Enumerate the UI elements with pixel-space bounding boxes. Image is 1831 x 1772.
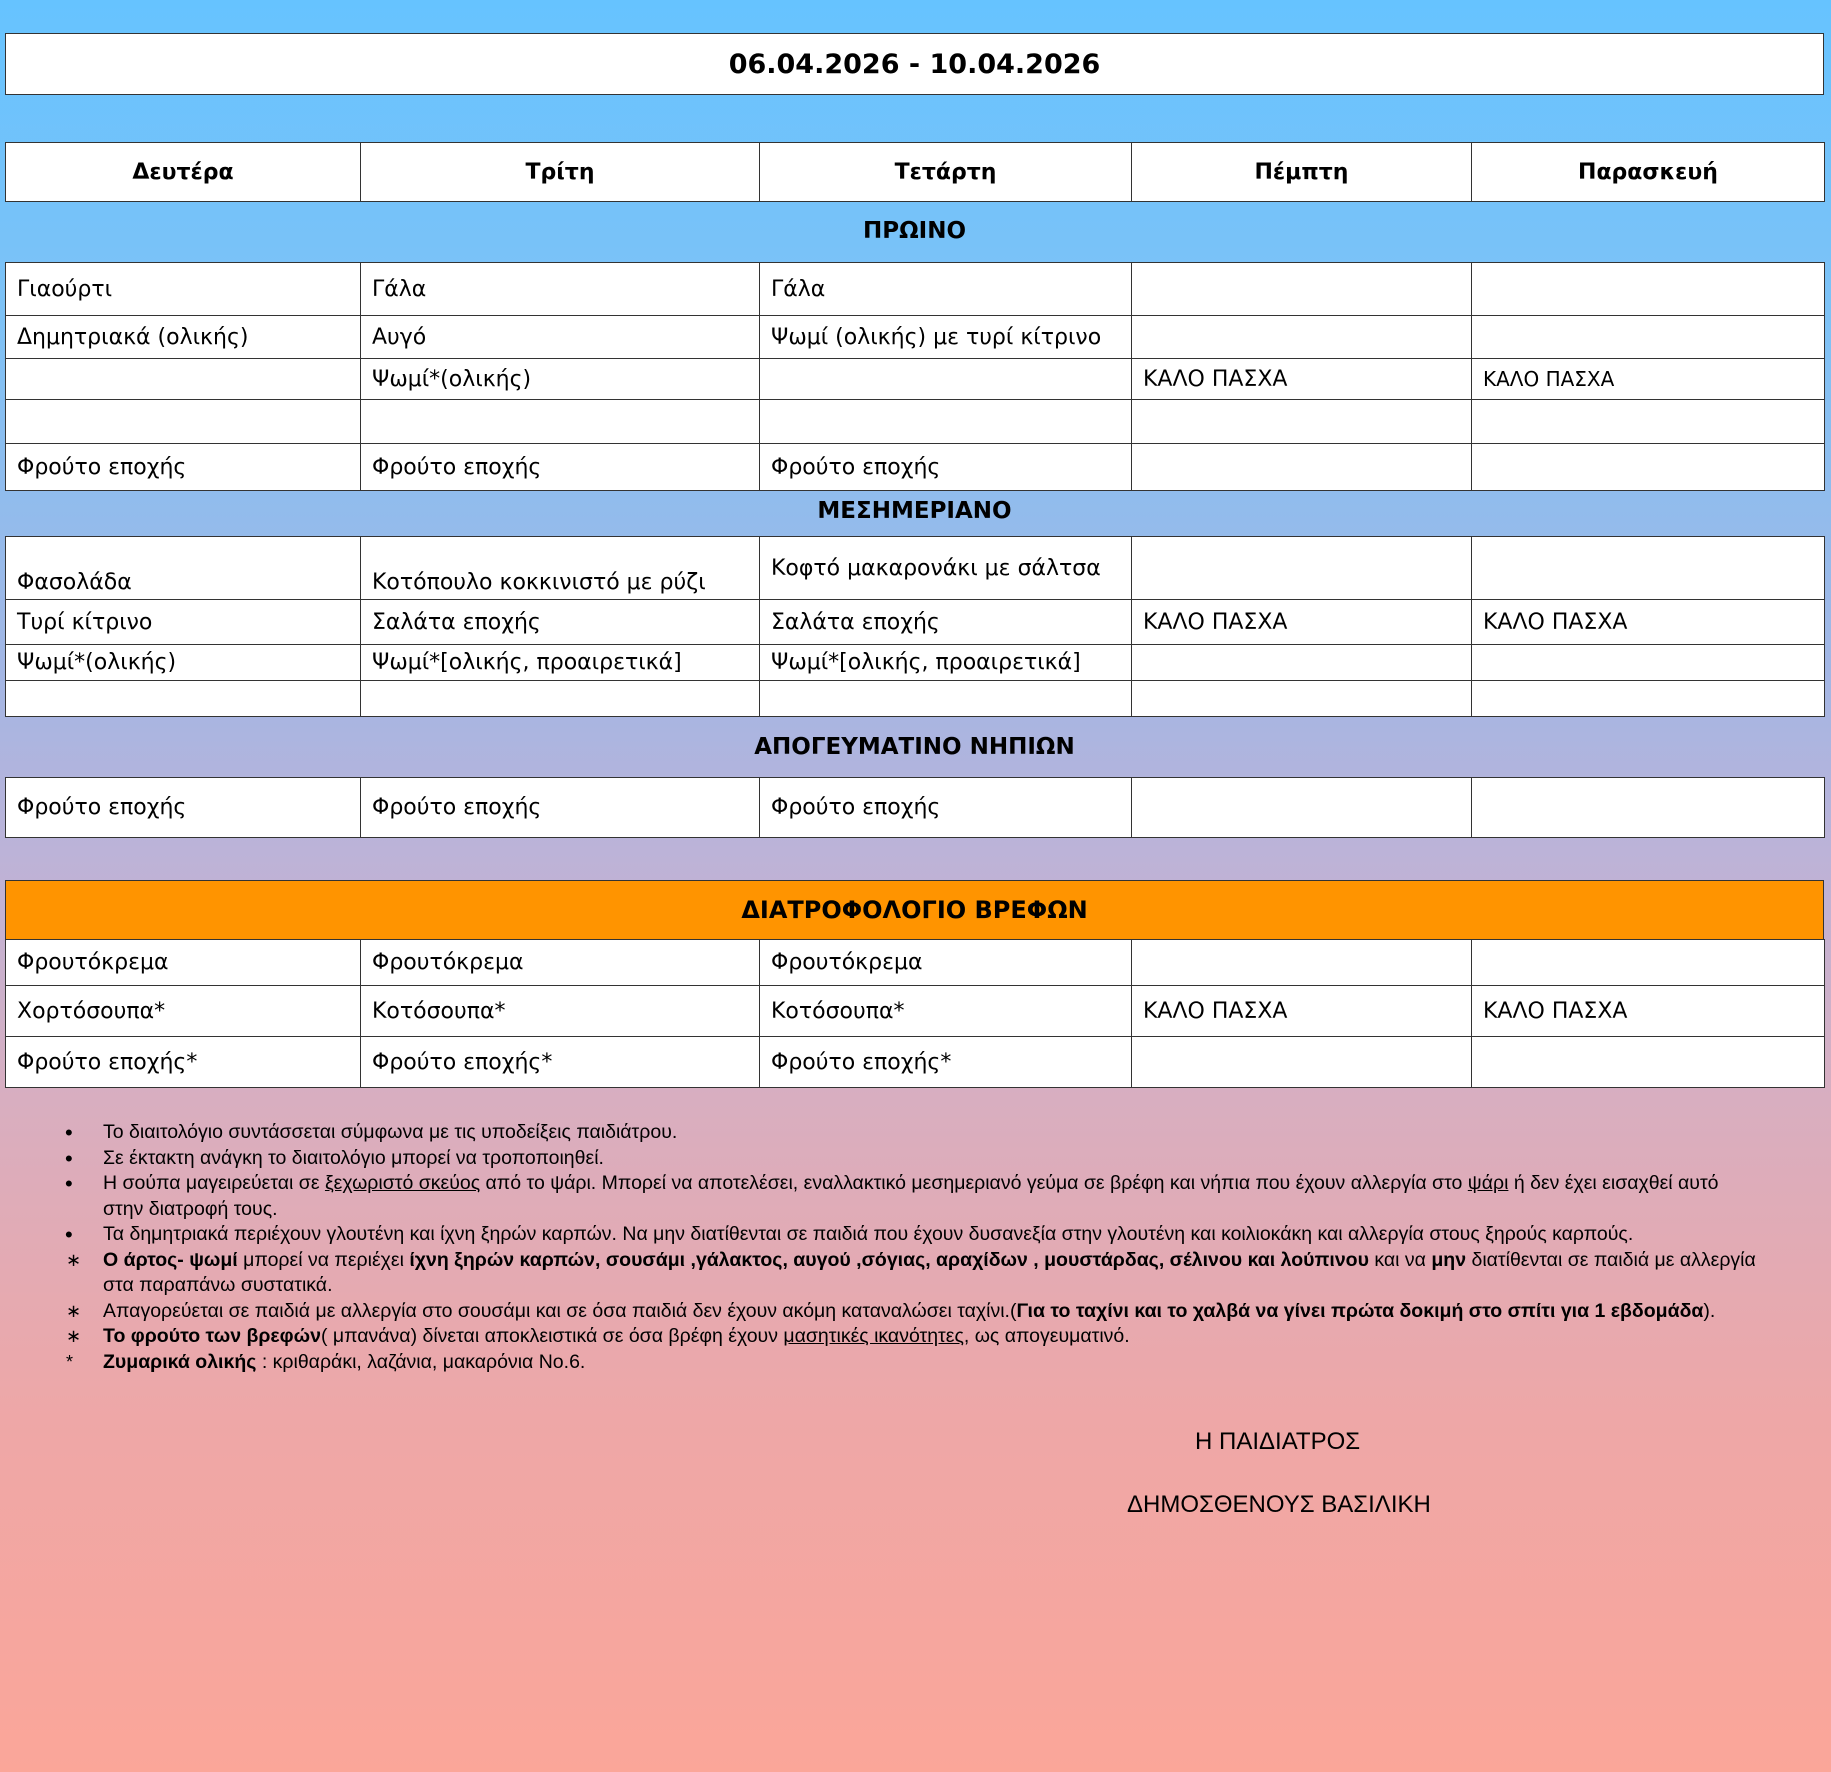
- asterisk-icon: *: [66, 1351, 74, 1372]
- table-cell: Φρουτόκρεμα: [760, 940, 1132, 986]
- table-cell: [1472, 940, 1825, 986]
- date-range-header: [5, 33, 1824, 95]
- table-cell: ΚΑΛΟ ΠΑΣΧΑ: [1472, 359, 1825, 400]
- table-cell: Φρούτο εποχής: [6, 444, 361, 491]
- table-cell: [1472, 645, 1825, 681]
- table-cell: Φρουτόκρεμα: [6, 940, 361, 986]
- table-cell: [1132, 681, 1472, 717]
- table-cell: [1472, 400, 1825, 444]
- table-cell: Φασολάδα: [6, 537, 361, 600]
- date-range: 06.04.2026 - 10.04.2026: [728, 48, 1101, 80]
- note-item: ∗ Το φρούτο των βρεφών( μπανάνα) δίνεται αποκλειστικά σε όσα βρέφη έχουν μασητικές ικανότητες, ως απογευματινό.: [60, 1324, 1760, 1350]
- table-cell: [6, 681, 361, 717]
- notes-list: [60, 1120, 1760, 1375]
- day-wednesday: Τετάρτη: [760, 143, 1132, 202]
- table-cell: [1472, 444, 1825, 491]
- table-cell: ΚΑΛΟ ΠΑΣΧΑ: [1132, 986, 1472, 1037]
- table-cell: Φρούτο εποχής: [361, 444, 760, 491]
- table-cell: [1132, 444, 1472, 491]
- table-cell: [1472, 537, 1825, 600]
- table-cell: Φρούτο εποχής*: [361, 1037, 760, 1088]
- table-cell: Αυγό: [361, 316, 760, 359]
- table-cell: ΚΑΛΟ ΠΑΣΧΑ: [1132, 359, 1472, 400]
- table-cell: Χορτόσουπα*: [6, 986, 361, 1037]
- table-cell: [1132, 645, 1472, 681]
- note-item: • Σε έκτακτη ανάγκη το διαιτολόγιο μπορεί να τροποποιηθεί.: [65, 1145, 604, 1171]
- bullet-icon: •: [65, 1222, 73, 1247]
- note-item: ∗ Ο άρτος- ψωμί μπορεί να περιέχει ίχνη ξηρών καρπών, σουσάμι ,γάλακτος, αυγού ,σόγιας, αραχίδων , μουστάρδας, σέλινου και λούπινου και να μην διατίθενται σε παιδιά με αλλεργία στα παραπάνω συστατικά.: [66, 1248, 1756, 1296]
- note-item: • Η σούπα μαγειρεύεται σε ξεχωριστό σκεύος από το ψάρι. Μπορεί να αποτελέσει, εναλλακτικό μεσημεριανό γεύμα σε βρέφη και νήπια που έχουν αλλεργία στο ψάρι ή δεν έχει εισαχθεί αυτό στην διατροφή τους.: [65, 1171, 1719, 1220]
- table-cell: Ψωμί*[ολικής, προαιρετικά]: [760, 645, 1132, 681]
- table-cell: Γάλα: [361, 263, 760, 316]
- table-cell: [760, 400, 1132, 444]
- table-cell: Κοφτό μακαρονάκι με σάλτσα: [760, 537, 1132, 600]
- table-cell: [6, 359, 361, 400]
- infants-title-bar: [5, 880, 1824, 940]
- day-friday: Παρασκευή: [1472, 143, 1825, 202]
- bullet-icon: •: [65, 1145, 73, 1171]
- table-cell: Γάλα: [760, 263, 1132, 316]
- table-cell: ΚΑΛΟ ΠΑΣΧΑ: [1472, 600, 1825, 645]
- table-cell: Φρούτο εποχής: [6, 778, 361, 838]
- asterisk-icon: ∗: [66, 1326, 82, 1346]
- day-thursday: Πέμπτη: [1132, 143, 1472, 202]
- table-cell: Κοτόσουπα*: [361, 986, 760, 1037]
- table-cell: Κοτόπουλο κοκκινιστό με ρύζι: [361, 537, 760, 600]
- table-cell: [760, 681, 1132, 717]
- table-cell: Φρούτο εποχής: [361, 778, 760, 838]
- table-cell: Φρούτο εποχής: [760, 444, 1132, 491]
- table-cell: Κοτόσουπα*: [760, 986, 1132, 1037]
- breakfast-table: [5, 262, 1825, 491]
- table-cell: [760, 359, 1132, 400]
- day-monday: Δευτέρα: [6, 143, 361, 202]
- table-cell: [1132, 316, 1472, 359]
- asterisk-icon: ∗: [66, 1300, 82, 1321]
- table-cell: [6, 400, 361, 444]
- table-cell: Φρουτόκρεμα: [361, 940, 760, 986]
- bullet-icon: •: [65, 1171, 73, 1196]
- table-cell: [1132, 940, 1472, 986]
- infants-table: [5, 939, 1825, 1088]
- table-cell: [1132, 537, 1472, 600]
- note-item: • Το διαιτολόγιο συντάσσεται σύμφωνα με τις υποδείξεις παιδιάτρου.: [65, 1120, 678, 1145]
- note-item: * Ζυμαρικά ολικής : κριθαράκι, λαζάνια, μακαρόνια Νο.6.: [60, 1350, 1760, 1376]
- table-cell: Ψωμί (ολικής) με τυρί κίτρινο: [760, 316, 1132, 359]
- table-cell: Σαλάτα εποχής: [361, 600, 760, 645]
- table-cell: [1472, 263, 1825, 316]
- table-cell: [1472, 778, 1825, 838]
- table-cell: Ψωμί*[ολικής, προαιρετικά]: [361, 645, 760, 681]
- table-cell: ΚΑΛΟ ΠΑΣΧΑ: [1472, 986, 1825, 1037]
- note-item: • Τα δημητριακά περιέχουν γλουτένη και ίχνη ξηρών καρπών. Να μην διατίθενται σε παιδιά που έχουν δυσανεξία στην γλουτένη και κοιλιοκάκη και αλλεργία στους ξηρούς καρπούς.: [65, 1222, 1634, 1247]
- table-cell: [1132, 263, 1472, 316]
- table-cell: Ψωμί*(ολικής): [6, 645, 361, 681]
- bullet-icon: •: [65, 1120, 73, 1145]
- afternoon-title: ΑΠΟΓΕΥΜΑΤΙΝΟ ΝΗΠΙΩΝ: [754, 734, 1075, 760]
- afternoon-table: [5, 777, 1825, 838]
- table-cell: [1472, 1037, 1825, 1088]
- table-cell: [1132, 400, 1472, 444]
- day-tuesday: Τρίτη: [361, 143, 760, 202]
- table-cell: [361, 681, 760, 717]
- lunch-title: ΜΕΣΗΜΕΡΙΑΝΟ: [817, 498, 1012, 524]
- table-cell: [1132, 778, 1472, 838]
- table-cell: Γιαούρτι: [6, 263, 361, 316]
- table-cell: [1472, 681, 1825, 717]
- note-item: ∗ Απαγορεύεται σε παιδιά με αλλεργία στο σουσάμι και σε όσα παιδιά δεν έχουν ακόμη καταναλώσει ταχίνι.(Για το ταχίνι και το χαλβά να γίνει πρώτα δοκιμή στο σπίτι για 1 εβδομάδα).: [60, 1299, 1760, 1325]
- signature-name: ΔΗΜΟΣΘΕΝΟΥΣ ΒΑΣΙΛΙΚΗ: [1127, 1491, 1431, 1518]
- infants-title: ΔΙΑΤΡΟΦΟΛΟΓΙΟ ΒΡΕΦΩΝ: [741, 896, 1088, 924]
- table-cell: ΚΑΛΟ ΠΑΣΧΑ: [1132, 600, 1472, 645]
- table-cell: Ψωμί*(ολικής): [361, 359, 760, 400]
- table-cell: Φρούτο εποχής*: [6, 1037, 361, 1088]
- table-cell: [1472, 316, 1825, 359]
- signature-role: Η ΠΑΙΔΙΑΤΡΟΣ: [1195, 1428, 1361, 1455]
- asterisk-icon: ∗: [66, 1249, 82, 1270]
- days-header-table: [5, 142, 1825, 202]
- breakfast-title: ΠΡΩΙΝΟ: [862, 218, 967, 244]
- table-cell: Τυρί κίτρινο: [6, 600, 361, 645]
- table-cell: Σαλάτα εποχής: [760, 600, 1132, 645]
- table-cell: Φρούτο εποχής: [760, 778, 1132, 838]
- table-cell: Φρούτο εποχής*: [760, 1037, 1132, 1088]
- lunch-table: [5, 536, 1825, 717]
- table-cell: Δημητριακά (ολικής): [6, 316, 361, 359]
- table-cell: [1132, 1037, 1472, 1088]
- table-cell: [361, 400, 760, 444]
